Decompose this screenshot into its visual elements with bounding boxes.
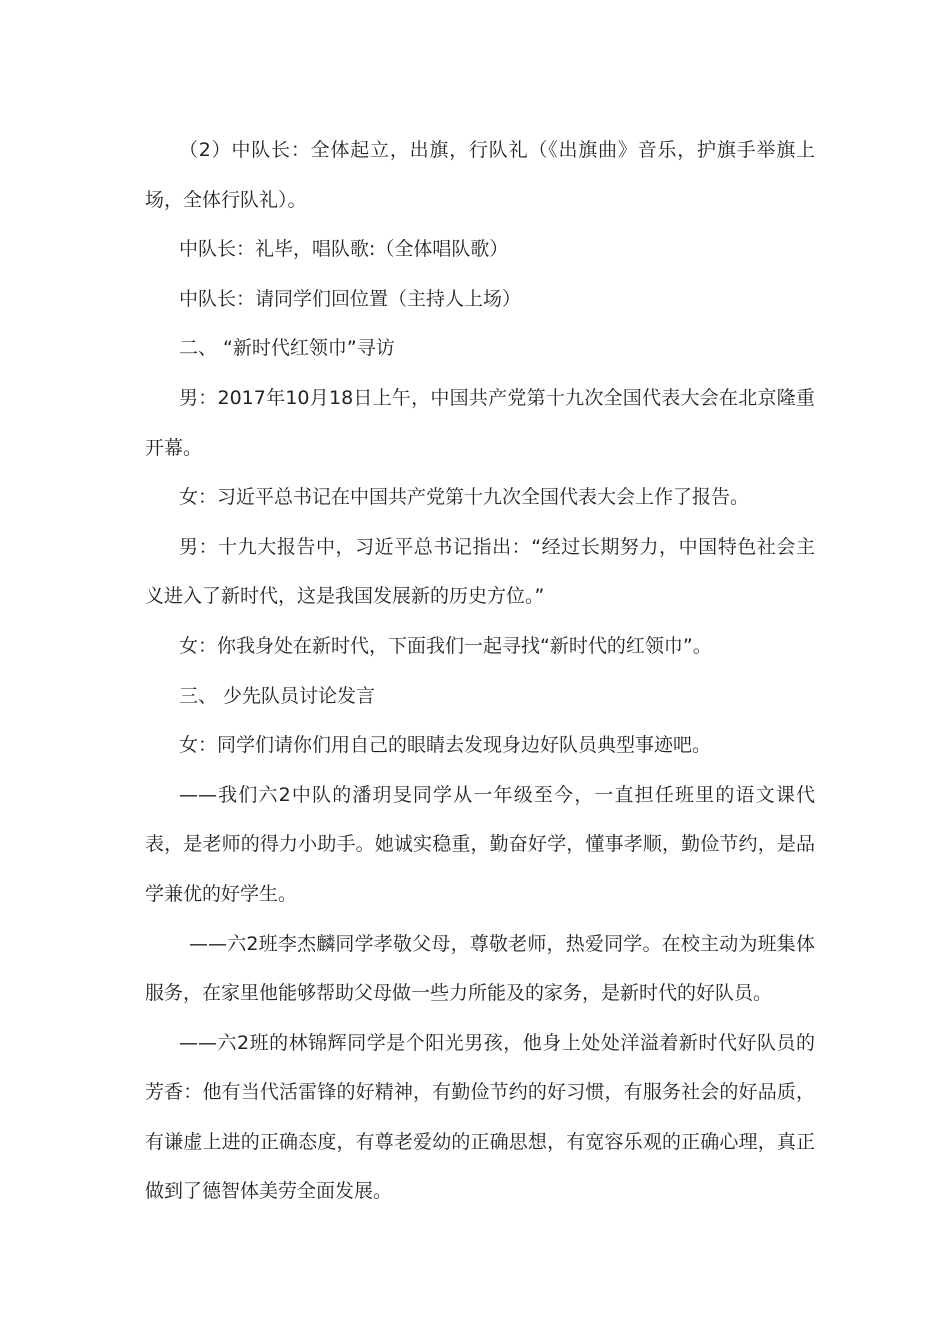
section-heading-2: 二、 “新时代红领巾”寻访: [179, 337, 395, 360]
paragraph-student-pan: ——我们六2中队的潘玥旻同学从一年级至今，一直担任班里的语文课代表，是老师的得力小助手。她诚实稳重，勤奋好学，懂事孝顺，勤俭节约，是品学兼优的好学生。: [145, 783, 815, 905]
paragraph-student-lin: ——六2班的林锦辉同学是个阳光男孩，他身上处处洋溢着新时代好队员的芳香：他有当代活雷锋的好精神，有勤俭节约的好习惯，有服务社会的好品质，有谦虚上进的正确态度，有尊老爱幼的正确思想，有宽容乐观的正确心理，真正做到了德智体美劳全面发展。: [145, 1031, 815, 1203]
paragraph-discover-examples: 女：同学们请你们用自己的眼睛去发现身边好队员典型事迹吧。: [179, 734, 712, 757]
paragraph-flag-ceremony: （2）中队长：全体起立，出旗，行队礼（《出旗曲》音乐，护旗手举旗上场，全体行队礼）。: [145, 139, 815, 211]
paragraph-team-song: 中队长：礼毕，唱队歌:（全体唱队歌）: [179, 238, 509, 261]
paragraph-student-li: ——六2班李杰麟同学孝敬父母，尊敬老师，热爱同学。在校主动为班集体服务，在家里他能够帮助父母做一些力所能及的家务，是新时代的好队员。: [145, 932, 815, 1005]
paragraph-report: 女：习近平总书记在中国共产党第十九次全国代表大会上作了报告。: [179, 486, 750, 509]
section-heading-3: 三、 少先队员讨论发言: [179, 684, 376, 707]
paragraph-new-era-quote: 男：十九大报告中，习近平总书记指出：“经过长期努力，中国特色社会主义进入了新时代，这是我国发展新的历史方位。”: [145, 535, 815, 608]
paragraph-return-seats: 中队长：请同学们回位置（主持人上场）: [179, 287, 522, 310]
paragraph-congress-opening: 男：2017年10月18日上午，中国共产党第十九次全国代表大会在北京隆重开幕。: [145, 386, 815, 459]
document-body: [145, 126, 815, 1217]
paragraph-find-red-scarf: 女：你我身处在新时代，下面我们一起寻找“新时代的红领巾”。: [179, 634, 712, 657]
